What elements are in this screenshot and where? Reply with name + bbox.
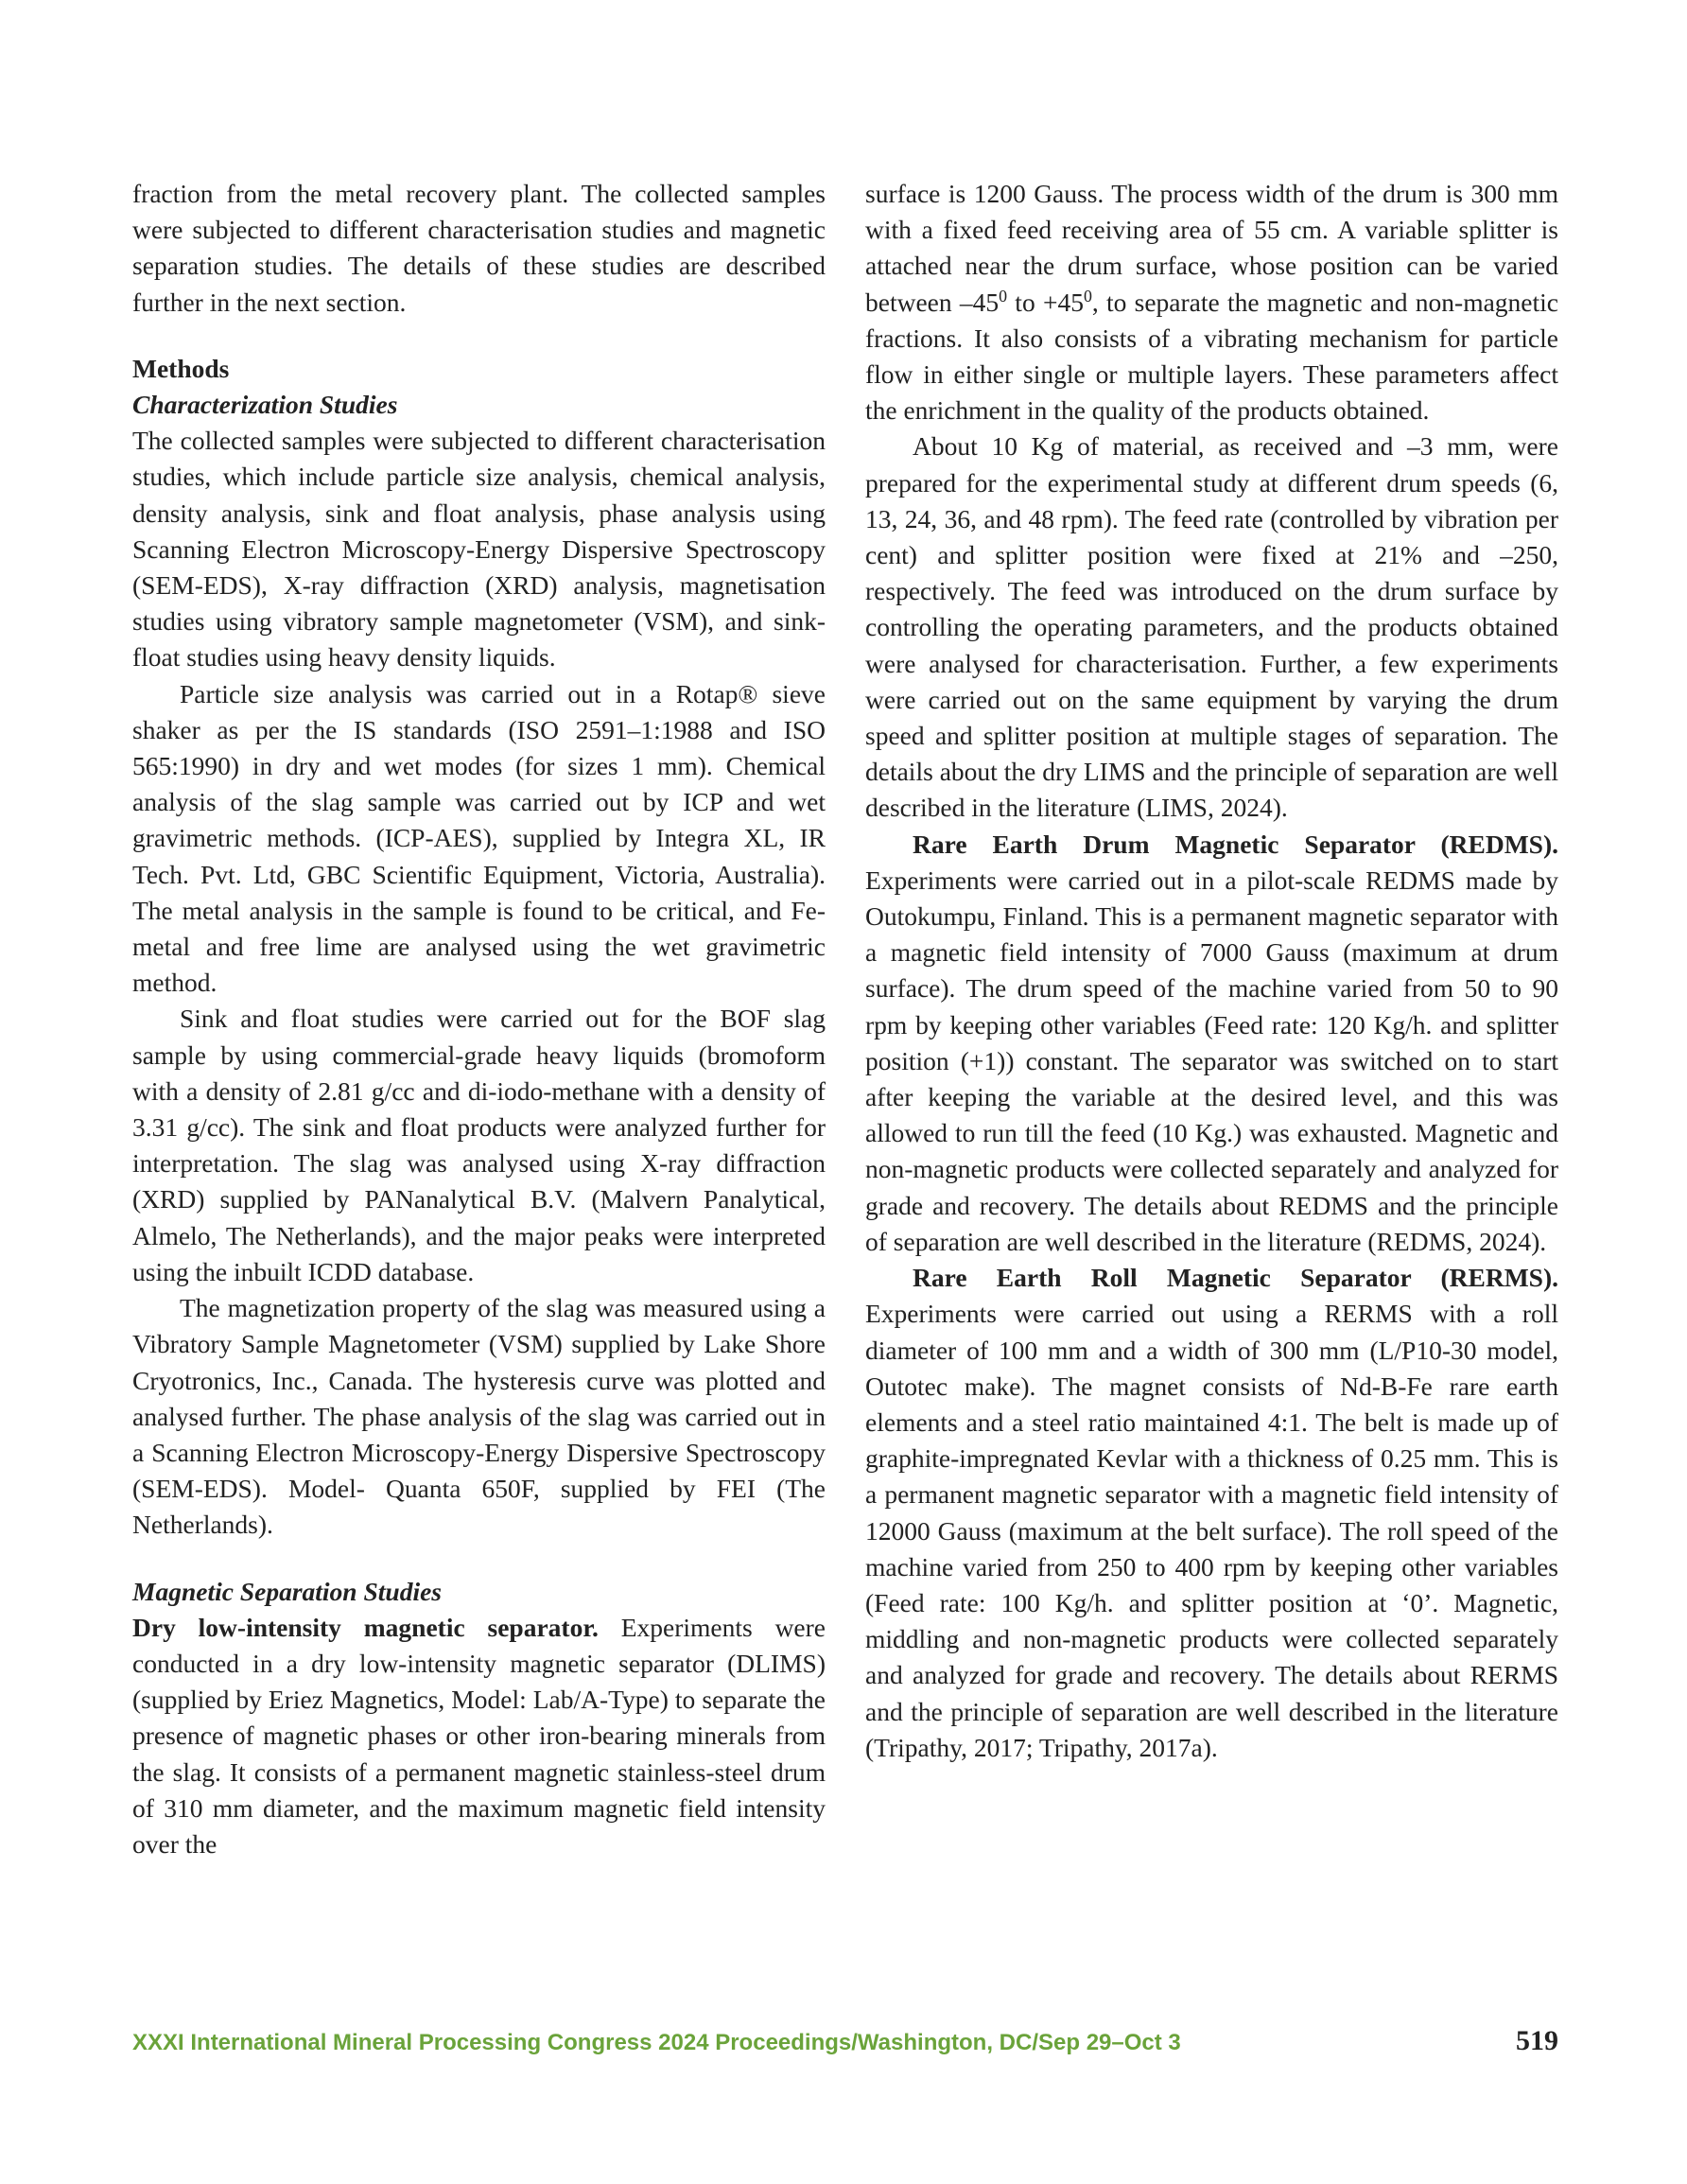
paragraph-redms [865,827,1558,1260]
run-in-heading-rerms: Rare Earth Roll Magnetic Separator (RERMS). [913,1263,1558,1293]
right-column [865,176,1558,1766]
subheading-characterization-studies: Characterization Studies [132,390,398,420]
text-run: surface is 1200 Gauss. The process width of the drum is 300 mm with a fixed feed receiving area of 55 cm. A variable splitter is attached near the drum surface, whose position can be varied between –45 [865,179,1558,317]
superscript: 0 [999,286,1008,306]
section-heading-methods: Methods [132,353,230,383]
paragraph-dlims-body: Experiments were conducted in a dry low-intensity magnetic separator (DLIMS) (supplied by Eriez Magnetics, Model: Lab/A-Type) to separate the presence of magnetic phases or other iron-bearing minerals from the slag. It consists of a permanent magnetic stainless-steel drum of 310 mm diameter, and the maximum magnetic field intensity over the [132,1612,826,1859]
paragraph-experimental-material: About 10 Kg of material, as received and –3 mm, were prepared for the experimental study at different drum speeds (6, 13, 24, 36, and 48 rpm). The feed rate (controlled by vibration per cent) and splitter position were fixed at 21% and –250, respectively. The feed was introduced on the drum surface by controlling the operating parameters, and the products obtained were analysed for characterisation. Further, a few experiments were carried out on the same equipment by varying the drum speed and splitter position at multiple stages of separation. The details about the dry LIMS and the principle of separation are well described in the literature (LIMS, 2024). [865,431,1558,823]
paragraph-rerms [865,1260,1558,1766]
paragraph-intro-continuation: fraction from the metal recovery plant. The collected samples were subjected to different characterisation studies and magnetic separation studies. The details of these studies are described further in the next section. [132,179,826,317]
paragraph-redms-body: Experiments were carried out in a pilot-scale REDMS made by Outokumpu, Finland. This is a permanent magnetic separator with a magnetic field intensity of 7000 Gauss (maximum at drum surface). The drum speed of the machine varied from 50 to 90 rpm by keeping other variables (Feed rate: 120 Kg/h. and splitter position (+1)) constant. The separator was switched on to start after keeping the variable at the desired level, and this was allowed to run till the feed (10 Kg.) was exhausted. Magnetic and non-magnetic products were collected separately and analyzed for grade and recovery. The details about REDMS and the principle of separation are well described in the literature (REDMS, 2024). [865,865,1558,1256]
paragraph-magnetization-property: The magnetization property of the slag was measured using a Vibratory Sample Magnetometer (VSM) supplied by Lake Shore Cryotronics, Inc., Canada. The hysteresis curve was plotted and analysed further. The phase analysis of the slag was carried out in a Scanning Electron Microscopy-Energy Dispersive Spectroscopy (SEM-EDS). Model- Quanta 650F, supplied by FEI (The Netherlands). [132,1293,826,1540]
footer-conference-name: XXXI International Mineral Processing Congress 2024 Proceedings/Washington, DC/Sep 29–Oct 3 [132,2030,1181,2055]
paragraph-particle-size-analysis: Particle size analysis was carried out in a Rotap® sieve shaker as per the IS standards (ISO 2591–1:1988 and ISO 565:1990) in dry and wet modes (for sizes 1 mm). Chemical analysis of the slag sample was carried out by ICP and wet gravimetric methods. (ICP-AES), supplied by Integra XL, IR Tech. Pvt. Ltd, GBC Scientific Equipment, Victoria, Australia). The metal analysis in the sample is found to be critical, and Fe-metal and free lime are analysed using the wet gravimetric method. [132,678,826,998]
paragraph-characterisation-overview: The collected samples were subjected to different characterisation studies, which include particle size analysis, chemical analysis, density analysis, sink and float analysis, phase analysis using Scanning Electron Microscopy-Energy Dispersive Spectroscopy (SEM-EDS), X-ray diffraction (XRD) analysis, magnetisation studies using vibratory sample magnetometer (VSM), and sink-float studies using heavy density liquids. [132,426,826,673]
paragraph-dlims-continuation [865,176,1558,428]
superscript: 0 [1083,286,1092,306]
text-run: , to separate the magnetic and non-magnetic fractions. It also consists of a vibrating mechanism for particle flow in either single or multiple layers. These parameters affect the enrichment in the quality of the products obtained. [865,287,1558,426]
paragraph-dlims [132,1610,826,1862]
paragraph-rerms-body: Experiments were carried out using a RERMS with a roll diameter of 100 mm and a width of 300 mm (L/P10-30 model, Outotec make). The magnet consists of Nd-B-Fe rare earth elements and a steel ratio maintained 4:1. The belt is made up of graphite-impregnated Kevlar with a thickness of 0.25 mm. This is a permanent magnetic separator with a magnetic field intensity of 12000 Gauss (maximum at the belt surface). The roll speed of the machine varied from 250 to 400 rpm by keeping other variables (Feed rate: 100 Kg/h. and splitter position at ‘0’. Magnetic, middling and non-magnetic products were collected separately and analyzed for grade and recovery. The details about RERMS and the principle of separation are well described in the literature (Tripathy, 2017; Tripathy, 2017a). [865,1299,1558,1762]
run-in-heading-redms: Rare Earth Drum Magnetic Separator (REDMS). [913,829,1558,859]
paragraph-sink-float-studies: Sink and float studies were carried out for the BOF slag sample by using commercial-grade heavy liquids (bromoform with a density of 2.81 g/cc and di-iodo-methane with a density of 3.31 g/cc). The sink and float products were analyzed further for interpretation. The slag was analysed using X-ray diffraction (XRD) supplied by PANanalytical B.V. (Malvern Panalytical, Almelo, The Netherlands), and the major peaks were interpreted using the inbuilt ICDD database. [132,1004,826,1286]
subheading-magnetic-separation-studies: Magnetic Separation Studies [132,1576,442,1606]
page-number: 519 [1516,2025,1558,2056]
run-in-heading-dlims: Dry low-intensity magnetic separator. [132,1612,599,1642]
left-column [132,176,826,1862]
text-run: to +45 [1007,287,1084,317]
